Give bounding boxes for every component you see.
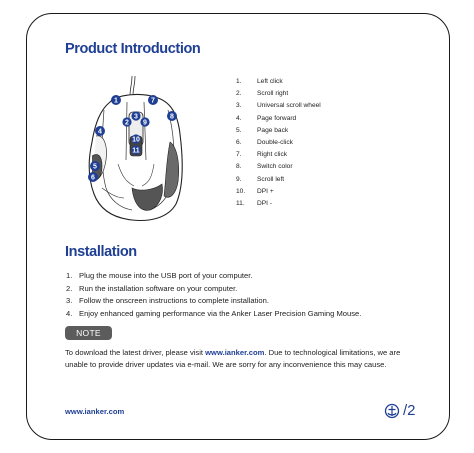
- list-label: Left click: [257, 78, 283, 85]
- list-label: Universal scroll wheel: [257, 102, 321, 110]
- note-badge: NOTE: [65, 326, 112, 340]
- button-function-list: [236, 76, 321, 210]
- step-text: Plug the mouse into the USB port of your computer.: [79, 271, 253, 280]
- callout-10: [131, 134, 140, 143]
- list-number: 8.: [236, 163, 242, 171]
- list-item: [236, 125, 321, 137]
- mouse-illustration: [80, 76, 200, 224]
- list-number: 7.: [236, 151, 242, 159]
- list-number: 3.: [236, 102, 242, 110]
- svg-text:1: 1: [114, 97, 118, 105]
- step-item: [66, 283, 361, 296]
- svg-text:10: 10: [132, 136, 140, 144]
- list-label: Switch color: [257, 163, 293, 171]
- step-number: 2.: [66, 283, 73, 293]
- note-text: [65, 347, 425, 372]
- step-text: Run the installation software on your computer.: [79, 283, 238, 293]
- list-number: 2.: [236, 90, 242, 98]
- footer-url[interactable]: www.ianker.com: [65, 407, 125, 416]
- list-item: [236, 76, 321, 88]
- list-item: [236, 198, 321, 210]
- callout-8: [167, 111, 177, 121]
- list-number: 6.: [236, 138, 242, 146]
- callout-9: [140, 117, 149, 126]
- svg-text:4: 4: [98, 128, 102, 136]
- svg-text:11: 11: [132, 147, 140, 155]
- note-text-before: To download the latest driver, please visit: [65, 348, 206, 357]
- list-item: [236, 100, 321, 112]
- note-link[interactable]: www.ianker.com: [205, 348, 265, 357]
- step-number: 3.: [66, 296, 73, 305]
- list-item: [236, 137, 321, 149]
- installation-title: Installation: [65, 244, 137, 260]
- svg-text:9: 9: [143, 119, 147, 127]
- list-label: Scroll right: [257, 90, 289, 98]
- list-label: Page back: [257, 126, 289, 134]
- list-label: Right click: [257, 151, 288, 159]
- svg-text:3: 3: [134, 113, 138, 121]
- callout-1: [111, 95, 121, 105]
- anker-logo-icon: [384, 403, 400, 419]
- callout-11: [131, 145, 140, 154]
- callout-6: [88, 172, 98, 182]
- step-item: [66, 308, 361, 321]
- list-number: 11.: [236, 199, 245, 207]
- note-text-after: . Due to technological limitations, we are unable to provide driver updates via e-mail. We are sorry for any inconvenience this may cause.: [65, 348, 401, 370]
- list-label: Page forward: [257, 114, 297, 122]
- callout-3: [131, 111, 140, 120]
- list-number: 9.: [236, 175, 242, 183]
- mouse-diagram: [80, 76, 200, 224]
- svg-text:7: 7: [151, 97, 155, 105]
- list-item: [236, 149, 321, 161]
- callout-7: [148, 95, 158, 105]
- svg-text:5: 5: [93, 163, 97, 171]
- step-text: Enjoy enhanced gaming performance via the Anker Laser Precision Gaming Mouse.: [79, 308, 362, 318]
- svg-text:6: 6: [91, 174, 95, 182]
- svg-text:2: 2: [125, 119, 129, 127]
- list-number: 4.: [236, 114, 242, 122]
- installation-steps: [66, 270, 361, 320]
- list-number: 10.: [236, 187, 246, 195]
- step-text: Follow the onscreen instructions to complete installation.: [79, 296, 269, 305]
- step-number: 1.: [66, 271, 73, 280]
- list-label: Scroll left: [257, 175, 285, 183]
- list-item: [236, 174, 321, 186]
- list-label: DPI -: [257, 199, 273, 207]
- product-introduction-title: Product Introduction: [65, 41, 201, 57]
- callout-4: [95, 126, 105, 136]
- list-label: DPI +: [257, 187, 274, 195]
- callout-5: [90, 161, 100, 171]
- footer-page-indicator: [384, 402, 416, 420]
- list-item: [236, 161, 321, 173]
- list-number: 1.: [236, 78, 242, 85]
- step-item: [66, 295, 361, 308]
- svg-text:8: 8: [170, 113, 174, 121]
- page-number: /2: [403, 402, 416, 419]
- step-number: 4.: [66, 308, 73, 318]
- list-item: [236, 186, 321, 198]
- list-number: 5.: [236, 126, 242, 134]
- step-item: [66, 270, 361, 283]
- list-item: [236, 88, 321, 100]
- callout-2: [122, 117, 131, 126]
- list-label: Double-click: [257, 138, 293, 146]
- list-item: [236, 113, 321, 125]
